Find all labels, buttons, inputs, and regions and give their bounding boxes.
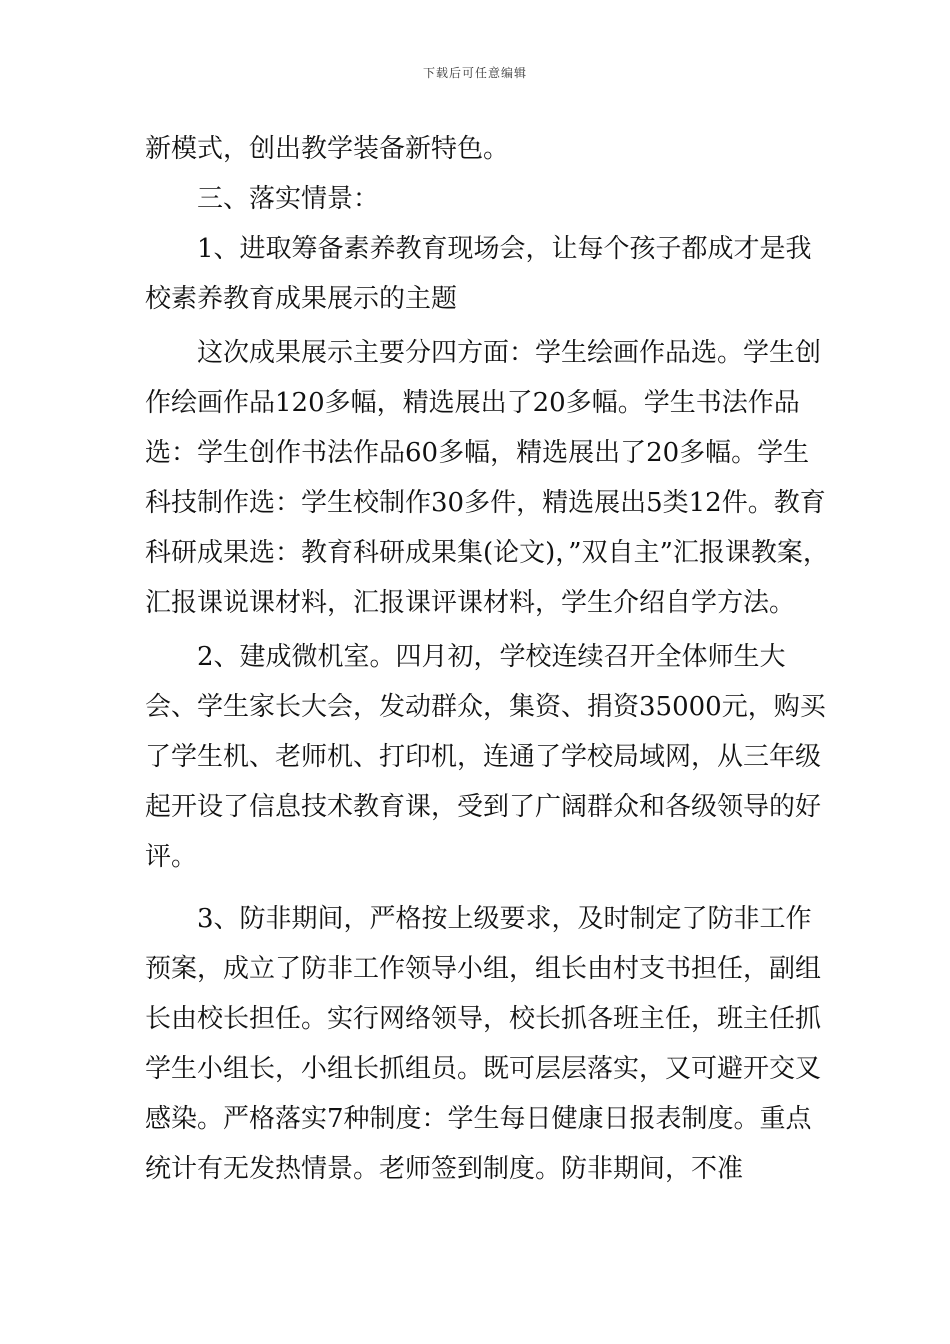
paragraph-showcase: 这次成果展示主要分四方面：学生绘画作品选。学生创作绘画作品120多幅，精选展出了20多幅。学生书法作品选：学生创作书法作品60多幅，精选展出了20多幅。学生科技制作选：学生校制作30多件，精选展出5类12件。教育科研成果选：教育科研成果集(论文)，”双自主”汇报课教案，汇报课说课材料，汇报课评课材料，学生介绍自学方法。 — [145, 338, 829, 618]
paragraph-item-2: 2、建成微机室。四月初，学校连续召开全体师生大会、学生家长大会，发动群众，集资、捐资35000元，购买了学生机、老师机、打印机，连通了学校局域网，从三年级起开设了信息技术教育课，受到了广阔群众和各级领导的好评。 — [145, 642, 826, 872]
paragraph-item-1: 1、进取筹备素养教育现场会，让每个孩子都成才是我校素养教育成果展示的主题 — [145, 234, 812, 314]
document-body — [145, 124, 835, 1194]
section-heading: 三、落实情景： — [197, 184, 380, 214]
paragraph-item-3: 3、防非期间，严格按上级要求，及时制定了防非工作预案，成立了防非工作领导小组，组长由村支书担任，副组长由校长担任。实行网络领导，校长抓各班主任，班主任抓学生小组长，小组长抓组员。既可层层落实，又可避开交叉感染。严格落实7种制度：学生每日健康日报表制度。重点统计有无发热情景。老师签到制度。防非期间，不准 — [145, 904, 822, 1184]
paragraph-continuation: 新模式，创出教学装备新特色。 — [145, 134, 510, 164]
header-note: 下载后可任意编辑 — [422, 66, 527, 80]
